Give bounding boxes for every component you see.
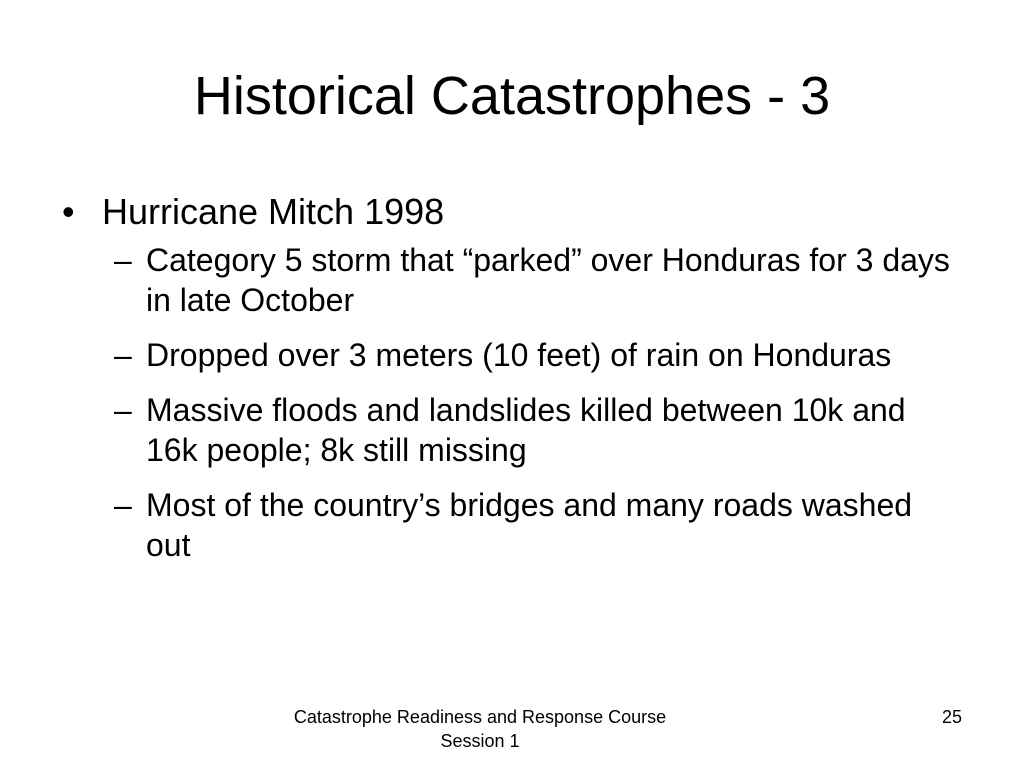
dash-marker: – <box>114 242 132 278</box>
bullet-text: Hurricane Mitch 1998 <box>102 191 445 232</box>
footer-course-name <box>220 705 740 753</box>
dash-marker: – <box>114 392 132 428</box>
sub-bullet-text: Category 5 storm that “parked” over Honduras for 3 days in late October <box>146 242 950 318</box>
bullet-item <box>62 188 982 236</box>
bullet-marker: • <box>62 191 75 232</box>
footer-line-1: Catastrophe Readiness and Response Course <box>293 707 667 727</box>
sub-bullet-list <box>62 240 982 565</box>
footer-line-2: Session 1 <box>440 731 520 751</box>
dash-marker: – <box>114 337 132 373</box>
sub-bullet-item <box>114 390 982 470</box>
sub-bullet-text: Dropped over 3 meters (10 feet) of rain on Honduras <box>146 337 892 373</box>
slide-title: Historical Catastrophes - 3 <box>193 66 831 126</box>
page-number: 25 <box>941 707 962 727</box>
sub-bullet-item <box>114 240 982 320</box>
sub-bullet-text: Most of the country’s bridges and many roads washed out <box>146 487 913 563</box>
sub-bullet-text: Massive floods and landslides killed between 10k and 16k people; 8k still missing <box>146 392 906 468</box>
slide-body <box>62 188 982 580</box>
dash-marker: – <box>114 487 132 523</box>
sub-bullet-item <box>114 485 982 565</box>
sub-bullet-item <box>114 335 982 375</box>
